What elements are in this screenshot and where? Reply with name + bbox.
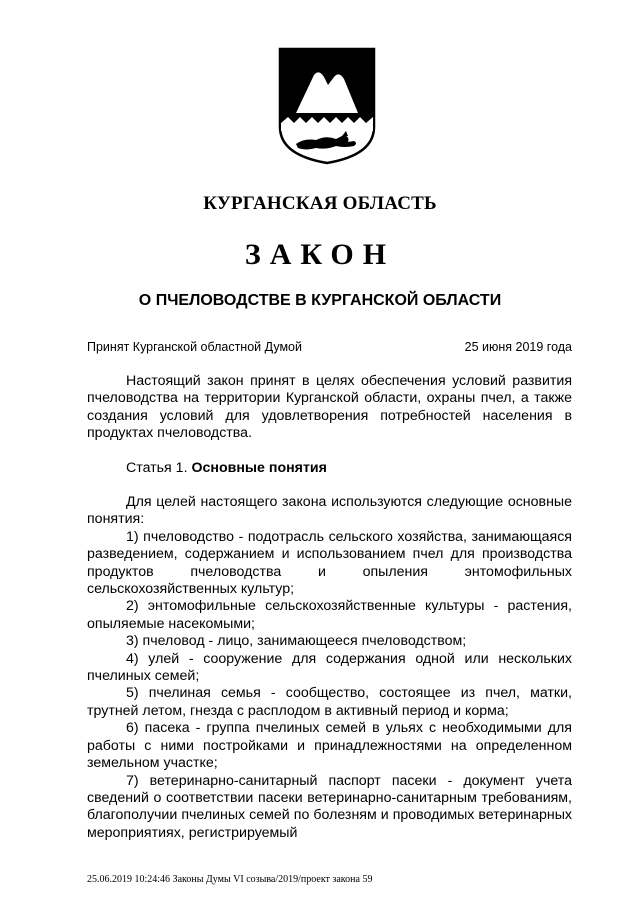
coat-of-arms-emblem — [278, 47, 376, 165]
definition-item: 2) энтомофильные сельскохозяйственные культуры - растения, опыляемые насекомыми; — [87, 598, 572, 632]
definitions-list — [87, 494, 572, 842]
definition-item: 4) улей - сооружение для содержания одной или нескольких пчелиных семей; — [87, 650, 572, 685]
article-heading — [126, 460, 327, 476]
definition-item: 6) пасека - группа пчелиных семей в ульях с необходимыми для работы с ними постройками и принадлежностями на определенном земельном участке; — [87, 720, 572, 772]
definition-item: 1) пчеловодство - подотрасль сельского хозяйства, занимающаяся разведением, содержанием и использованием пчел для производства продуктов пчеловодства и опыления энтомофильных сельскохозяйственных культур; — [87, 528, 572, 598]
definition-item: 7) ветеринарно-санитарный паспорт пасеки - документ учета сведений о соответствии пасеки ветеринарно-санитарным требованиям, благополучии пчелиных семей по болезням и проводимых ветеринарных мероприятиях, регистрируемый — [87, 772, 572, 841]
adoption-row — [87, 340, 572, 354]
definitions-intro: Для целей настоящего закона используются следующие основные понятия: — [87, 494, 572, 528]
definition-item: 5) пчелиная семья - сообщество, состоящее из пчел, матки, трутней летом, гнезда с расплодом в активный период и корма; — [87, 685, 572, 719]
preamble-section — [87, 373, 572, 443]
region-title: КУРГАНСКАЯ ОБЛАСТЬ — [203, 193, 437, 214]
article-number: Статья 1. — [126, 460, 188, 476]
document-type-title: ЗАКОН — [244, 238, 396, 271]
document-footer: 25.06.2019 10:24:46 Законы Думы VI созыва/2019/проект закона 59 — [87, 874, 373, 885]
law-subject-title: О ПЧЕЛОВОДСТВЕ В КУРГАНСКОЙ ОБЛАСТИ — [138, 292, 502, 309]
adoption-date: 25 июня 2019 года — [464, 340, 572, 354]
definition-item: 3) пчеловод - лицо, занимающееся пчеловодством; — [126, 633, 467, 650]
article-title: Основные понятия — [191, 460, 327, 476]
preamble-paragraph: Настоящий закон принят в целях обеспечения условий развития пчеловодства на территории Курганской области, охраны пчел, а также создания условий для удовлетворения потребностей населения в продуктах пчеловодства. — [87, 373, 572, 442]
adopted-by-text: Принят Курганской областной Думой — [87, 340, 302, 354]
